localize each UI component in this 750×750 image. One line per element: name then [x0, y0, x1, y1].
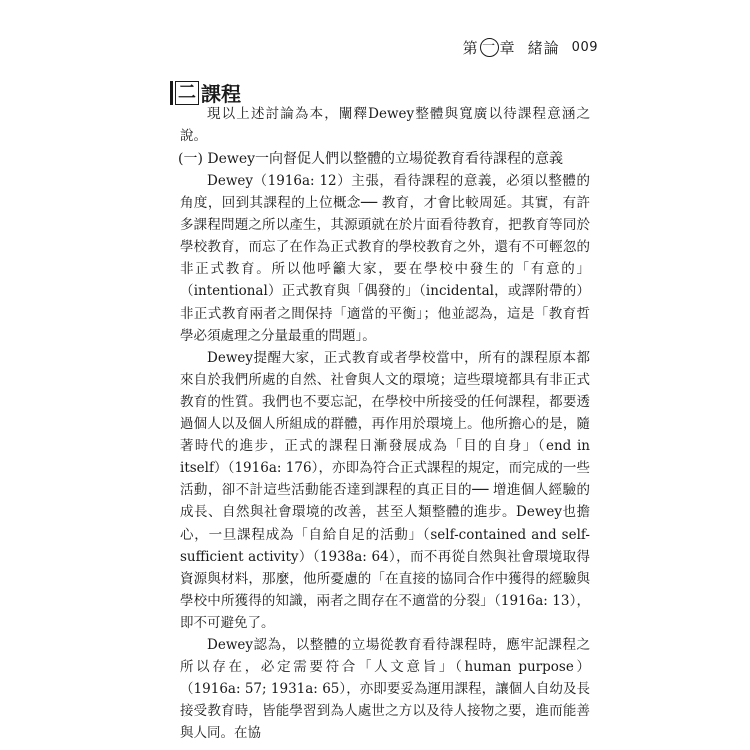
page-number: 009 [571, 40, 598, 55]
section-title: 課程 [201, 82, 241, 106]
paragraph: Dewey（1916a: 12）主張，看待課程的意義，必須以整體的角度，回到其課程的上位概念── 教育，才會比較周延。其實，有許多課程問題之所以產生，其源頭就在於片面看待教育，把教育等同於學校教育，而忘了在作為正式教育的學校教育之外，還有不可輕忽的非正式教育。所以他呼籲大家，要在學校中發生的「有意的」（intentional）正式教育與「偶發的」（incidental，或譯附帶的）非正式教育兩者之間保持「適當的平衡」；他並認為，這是「教育哲學必須處理之分量最重的問題」。 [180, 173, 590, 344]
chapter-title: 緒論 [527, 39, 560, 57]
intro-paragraph: 現以上述討論為本，闡釋Dewey整體與寬廣以待課程意涵之說。 [180, 106, 590, 145]
section-marker-bar [170, 81, 173, 105]
chapter-prefix: 第 [462, 39, 479, 57]
body-text [180, 170, 590, 744]
running-header [463, 37, 598, 58]
subsection-heading: (一) Dewey一向督促人們以整體的立場從教育看待課程的意義 [178, 151, 564, 167]
section-number-box: 二 [175, 81, 199, 105]
paragraph: Dewey認為，以整體的立場從教育看待課程時，應牢記課程之所以存在，必定需要符合「人文意旨」（human purpose）（1916a: 57; 1931a: 65），亦即要妥為運用課程，讓個人自幼及長接受教育時，皆能學習到為人處世之方以及待人接物之要，進而能善與人同。在協 [180, 636, 590, 742]
paragraph: Dewey提醒大家，正式教育或者學校當中，所有的課程原本都來自於我們所處的自然、社會與人文的環境；這些環境都具有非正式教育的性質。我們也不要忘記，在學校中所接受的任何課程，都要透過個人以及個人所組成的群體，再作用於環境上。他所擔心的是，隨著時代的進步，正式的課程日漸發展成為「目的自身」（end in itself）（1916a: 176），亦即為符合正式課程的規定，而完成的一些活動，卻不計這些活動能否達到課程的真正目的── 增進個人經驗的成長、自然與社會環境的改善，甚至人類整體的進步。Dewey也擔心，一旦課程成為「自給自足的活動」（self-contained and self-sufficient activity）（1938a: 64），而不再從自然與社會環境取得資源與材料，那麼，他所憂慮的「在直接的協同合作中獲得的經驗與學校中所獲得的知識，兩者之間存在不適當的分裂」（1916a: 13），即不可避免了。 [180, 349, 590, 631]
chapter-suffix: 章 [499, 39, 516, 57]
chapter-number-circle: 一 [480, 38, 499, 57]
